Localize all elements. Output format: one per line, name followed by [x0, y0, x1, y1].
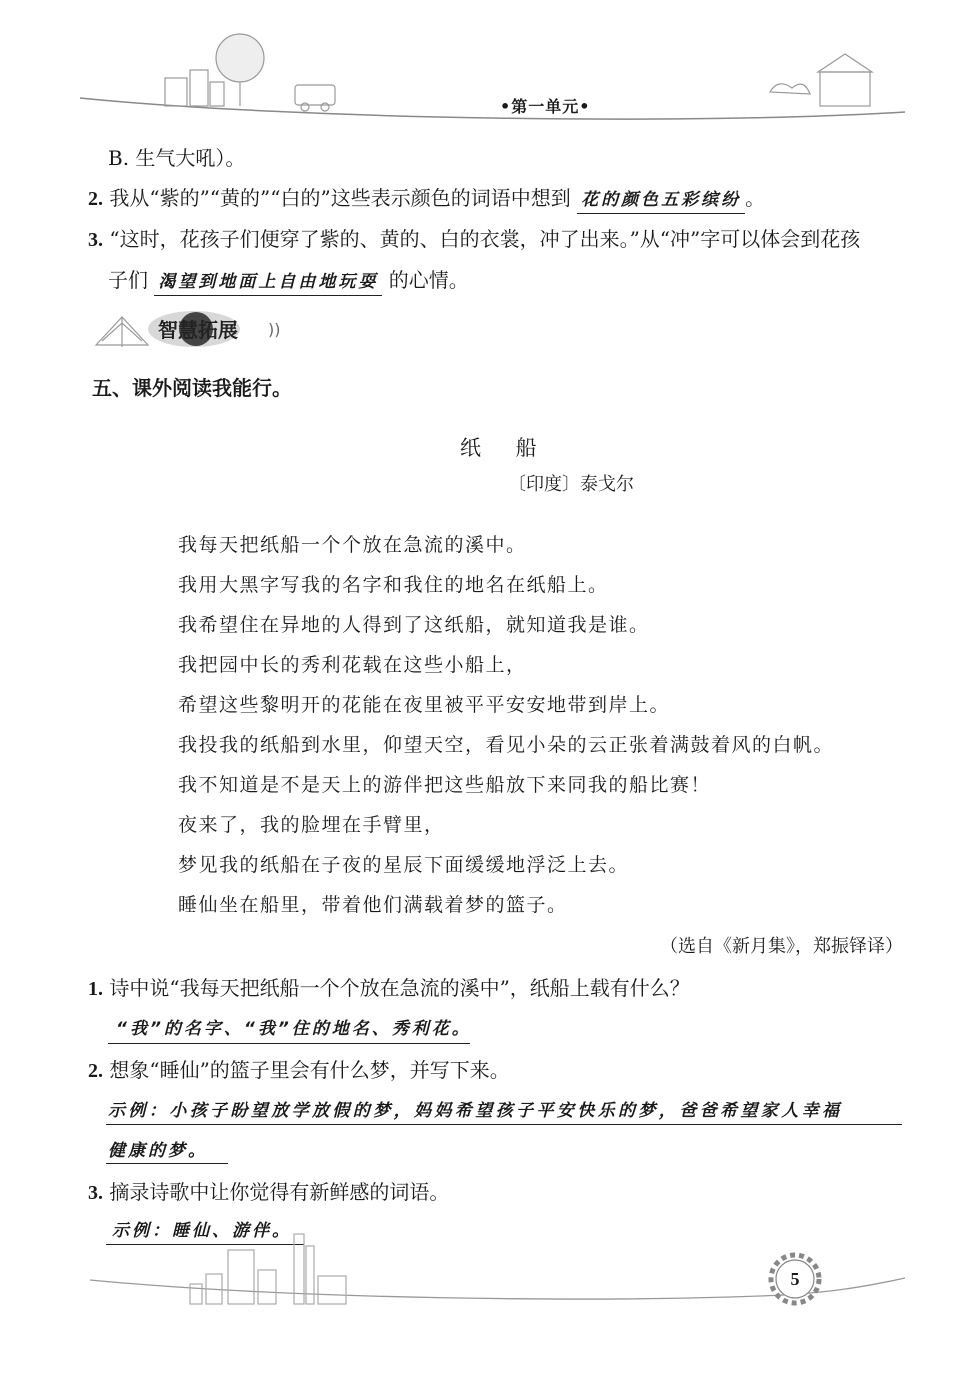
city-skyline-icon — [190, 1234, 346, 1304]
question-text: 我从“紫的”“黄的”“白的”这些表示颜色的词语中想到 — [109, 186, 571, 210]
poem-title: 纸 船 — [460, 436, 551, 460]
book-icon — [96, 317, 148, 347]
answer-blank: 花的颜色五彩缤纷 — [577, 188, 745, 214]
answer-2-line-1: 示例：小孩子盼望放学放假的梦，妈妈希望孩子平安快乐的梦，爸爸希望家人幸福 — [108, 1101, 843, 1121]
answer-blank: 渴望到地面上自由地玩耍 — [154, 270, 382, 296]
question-tail: 的心情。 — [388, 268, 469, 292]
wisdom-banner — [92, 305, 302, 353]
svg-text:)): )) — [268, 320, 281, 339]
question-number: 2. — [88, 188, 103, 210]
question-3 — [88, 1178, 449, 1207]
question-number: 3. — [88, 229, 103, 251]
poem-line: 我不知道是不是天上的游伴把这些船放下来同我的船比赛！ — [178, 774, 712, 796]
footer-decoration — [0, 1230, 979, 1340]
question-number: 1. — [88, 978, 103, 1000]
question-number: 3. — [88, 1182, 103, 1204]
question-text: 摘录诗歌中让你觉得有新鲜感的词语。 — [109, 1180, 450, 1204]
question-text: 想象“睡仙”的篮子里会有什么梦，并写下来。 — [109, 1058, 510, 1082]
poem-line: 我希望住在异地的人得到了这纸船，就知道我是谁。 — [178, 614, 650, 636]
poem-line: 我把园中长的秀利花载在这些小船上， — [178, 654, 527, 676]
question-number: 2. — [88, 1060, 103, 1082]
answer-line — [106, 1124, 902, 1125]
poem-line: 夜来了，我的脸埋在手臂里， — [178, 814, 445, 836]
banner-label: 智慧拓展 — [158, 318, 238, 342]
header-decoration — [0, 0, 979, 140]
answer-line — [106, 1163, 228, 1164]
answer-1: “我”的名字、“我”住的地名、秀利花。 — [116, 1019, 472, 1039]
poem-line: 我每天把纸船一个个放在急流的溪中。 — [178, 534, 527, 556]
answer-3: 示例：睡仙、游伴。 — [112, 1221, 292, 1241]
poem-author: 〔印度〕泰戈尔 — [508, 474, 634, 495]
question-text: 诗中说“我每天把纸船一个个放在急流的溪中”，纸船上载有什么？ — [109, 976, 690, 1000]
poem-source: （选自《新月集》，郑振铎译） — [660, 936, 903, 957]
answer-line — [108, 1043, 470, 1044]
poem-line: 希望这些黎明开的花能在夜里被平平安安地带到岸上。 — [178, 694, 671, 716]
poem-line: 梦见我的纸船在子夜的星辰下面缓缓地浮泛上去。 — [178, 854, 630, 876]
section-title: 五、课外阅读我能行。 — [92, 376, 292, 400]
question-3-top — [88, 225, 860, 254]
poem-line: 我用大黑字写我的名字和我住的地名在纸船上。 — [178, 574, 609, 596]
page-number: 5 — [790, 1269, 800, 1289]
answer-2-line-2: 健康的梦。 — [108, 1141, 208, 1161]
question-3-top-cont — [108, 266, 469, 296]
option-b-line: B. 生气大吼）。 — [108, 146, 246, 170]
unit-title: •第一单元• — [500, 97, 591, 116]
question-2 — [88, 1056, 510, 1085]
question-text: “这时，花孩子们便穿了紫的、黄的、白的衣裳，冲了出来。”从“冲”字可以体会到花孩 — [109, 227, 861, 251]
poem-line: 我投我的纸船到水里，仰望天空，看见小朵的云正张着满鼓着风的白帆。 — [178, 734, 835, 756]
question-2-top — [88, 184, 765, 214]
question-1 — [88, 974, 690, 1003]
question-tail: 。 — [745, 186, 766, 210]
question-text: 子们 — [108, 268, 148, 292]
poem-line: 睡仙坐在船里，带着他们满载着梦的篮子。 — [178, 894, 568, 916]
